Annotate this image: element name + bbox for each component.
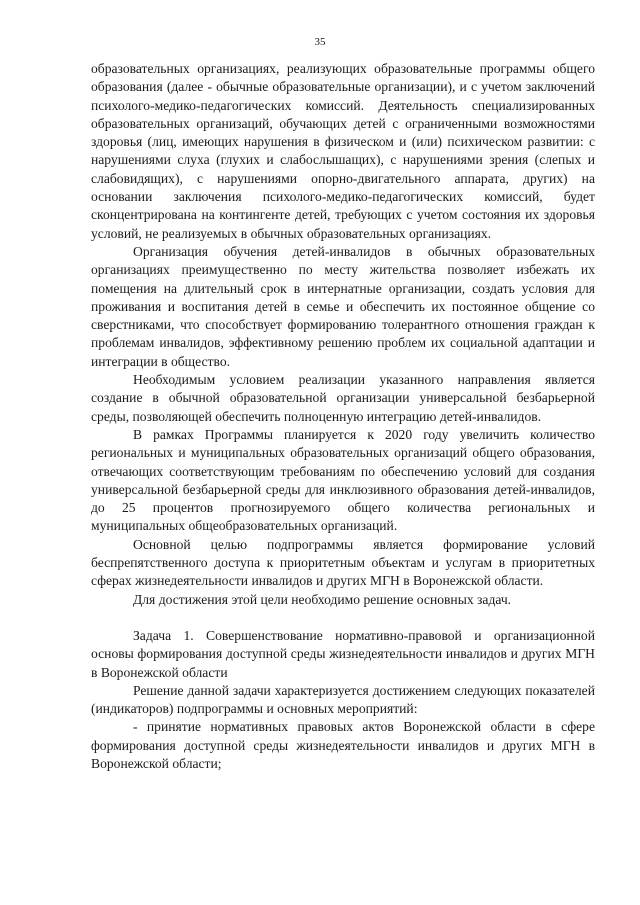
paragraph-1: образовательных организациях, реализующих образовательные программы общего образования (далее - обычные образовательные организации), и с учетом заключений психолого-медико-педагогических комиссий. Деятельность специализированных образовательных организаций, обучающих детей с ограниченными возможностями здоровья (лиц, имеющих нарушения в физическом и (или) психическом развитии: с нарушениями слуха (глухих и слабослышащих), с нарушениями зрения (слепых и слабовидящих), с нарушениями опорно-двигательного аппарата, других) на основании заключения психолого-медико-педагогических комиссий, будет сконцентрирована на контингенте детей, требующих с учетом состояния их здоровья условий, не реализуемых в обычных образовательных организациях. xyxy=(91,61,595,241)
page-number: 35 xyxy=(314,36,326,48)
paragraph-8: Решение данной задачи характеризуется достижением следующих показателей (индикаторов) подпрограммы и основных мероприятий: xyxy=(91,682,595,717)
paragraph-3: Необходимым условием реализации указанного направления является создание в обычной образовательной организации универсальной безбарьерной среды, позволяющей обеспечить полноценную интеграцию детей-инвалидов. xyxy=(91,372,595,424)
task-heading: Задача 1. Совершенствование нормативно-правовой и организационной основы формирования доступной среды жизнедеятельности инвалидов и других МГН в Воронежской области xyxy=(91,627,595,680)
paragraph-6: Для достижения этой цели необходимо решение основных задач. xyxy=(133,591,512,607)
paragraph-4: В рамках Программы планируется к 2020 году увеличить количество региональных и муниципальных образовательных организаций общего образования, отвечающих соответствующим требованиям по обеспечению условий для создания универсальной безбарьерной среды для инклюзивного образования детей-инвалидов, до 25 процентов прогнозируемого общего количества региональных и муниципальных общеобразовательных организаций. xyxy=(91,426,595,534)
paragraph-2: Организация обучения детей-инвалидов в обычных образовательных организациях преимущественно по месту жительства позволяет избежать их помещения на длительный срок в интернатные организации, создать условия для проживания и воспитания детей в семье и обеспечить их постоянное общение со сверстниками, что способствует формированию толерантного отношения граждан к проблемам инвалидов, эффективному решению проблем их социальной адаптации и интеграции в общество. xyxy=(91,243,595,369)
list-item: - принятие нормативных правовых актов Воронежской области в сфере формирования доступной среды жизнедеятельности инвалидов и других МГН в Воронежской области; xyxy=(91,719,595,771)
document-body xyxy=(91,60,595,773)
paragraph-5: Основной целью подпрограммы является формирование условий беспрепятственного доступа к приоритетным объектам и услугам в приоритетных сферах жизнедеятельности инвалидов и других МГН в Воронежской области. xyxy=(91,536,595,589)
